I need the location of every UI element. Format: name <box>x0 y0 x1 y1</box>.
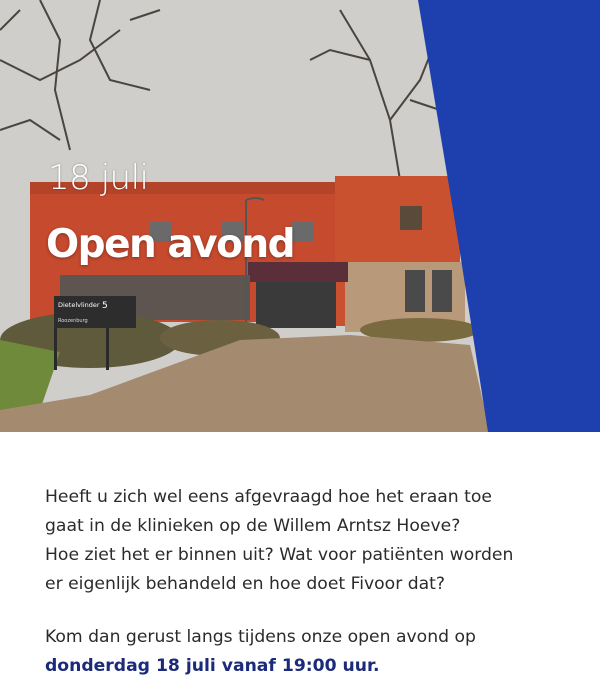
intro-line: gaat in de klinieken op de Willem Arntsz Hoeve? <box>45 516 461 536</box>
sign-text-line1: Dietelvlinder <box>58 301 100 309</box>
window <box>292 222 314 242</box>
window <box>400 206 422 230</box>
entrance-doors <box>256 282 336 328</box>
invite-text: Kom dan gerust langs tijdens onze open avond op <box>45 627 476 647</box>
invite-paragraph <box>45 623 585 681</box>
window <box>405 270 425 312</box>
event-date: 18 juli <box>48 158 149 198</box>
event-title: Open avond <box>46 222 295 267</box>
sign-text-line2: Roozenburg <box>58 318 88 324</box>
intro-line: Hoe ziet het er binnen uit? Wat voor patiënten worden <box>45 545 514 565</box>
event-datetime: donderdag 18 juli vanaf 19:00 uur. <box>45 656 380 676</box>
sign-number: 5 <box>102 301 108 311</box>
intro-line: Heeft u zich wel eens afgevraagd hoe het eraan toe <box>45 487 492 507</box>
intro-line: er eigenlijk behandeld en hoe doet Fivoor dat? <box>45 574 446 594</box>
window <box>432 270 452 312</box>
intro-paragraph <box>45 483 565 599</box>
